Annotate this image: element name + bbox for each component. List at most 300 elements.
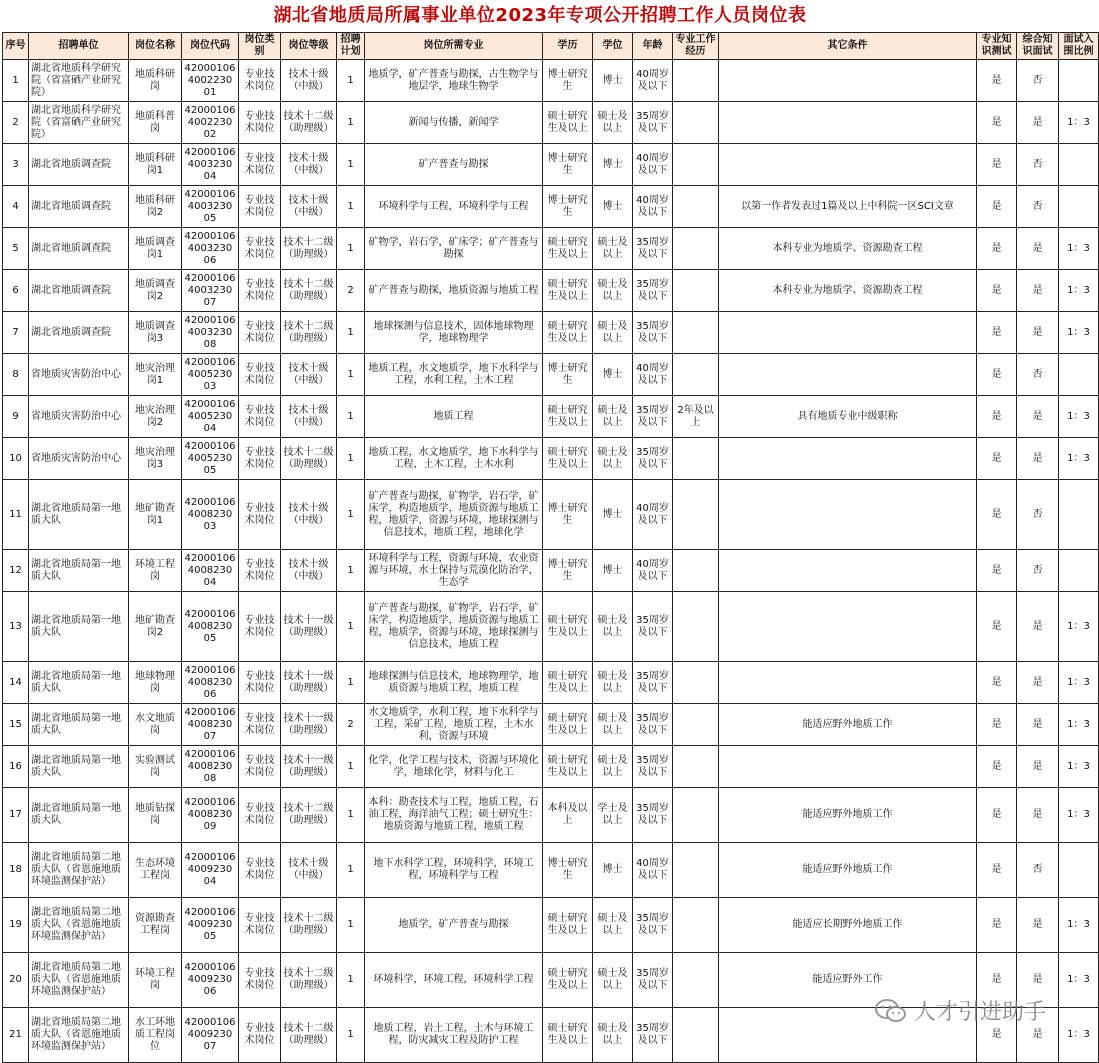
- cell-interview: 否: [1017, 186, 1059, 228]
- cell-level: 技术十二级（助理级）: [281, 228, 337, 270]
- cell-post: 地质科研岗: [129, 60, 182, 102]
- cell-unit: 省地质灾害防治中心: [29, 396, 129, 438]
- cell-post: 地质科普岗: [129, 102, 182, 144]
- cell-experience: [673, 746, 719, 788]
- cell-unit: 湖北省地质调查院: [29, 270, 129, 312]
- cell-unit: 湖北省地质局第一地质大队: [29, 662, 129, 704]
- cell-other: [719, 60, 977, 102]
- cell-no: 14: [3, 662, 29, 704]
- cell-ratio: [1059, 354, 1099, 396]
- cell-level: 技术十一级（助理级）: [281, 746, 337, 788]
- cell-education: 硕士研究生及以上: [543, 312, 593, 354]
- cell-ratio: 1：3: [1059, 746, 1099, 788]
- cell-ratio: 1：3: [1059, 662, 1099, 704]
- cell-ratio: 1：3: [1059, 270, 1099, 312]
- cell-no: 9: [3, 396, 29, 438]
- cell-code: 420001064008230 03: [182, 480, 239, 550]
- cell-no: 19: [3, 898, 29, 953]
- table-row: [3, 788, 1099, 843]
- cell-major: 矿产普查与勘探，矿物学，岩石学，矿床学，构造地质学，地质资源与地质工程，地质学，资源与环境，地球探测与信息技术，地质工程，地球化学: [365, 480, 543, 550]
- cell-other: 本科专业为地质学、资源勘查工程: [719, 228, 977, 270]
- cell-experience: [673, 480, 719, 550]
- cell-education: 本科及以上: [543, 788, 593, 843]
- col-category: 岗位类别: [239, 33, 281, 60]
- cell-code: 420001064002230 02: [182, 102, 239, 144]
- cell-other: [719, 102, 977, 144]
- cell-education: 硕士研究生及以上: [543, 438, 593, 480]
- cell-experience: [673, 354, 719, 396]
- cell-age: 35周岁及以下: [633, 704, 673, 746]
- table-row: [3, 144, 1099, 186]
- cell-no: 21: [3, 1008, 29, 1063]
- cell-other: [719, 662, 977, 704]
- cell-plan: 2: [337, 704, 365, 746]
- cell-age: 35周岁及以下: [633, 662, 673, 704]
- cell-ratio: 1：3: [1059, 898, 1099, 953]
- cell-experience: [673, 704, 719, 746]
- cell-experience: [673, 228, 719, 270]
- cell-degree: 硕士及以上: [593, 438, 633, 480]
- cell-unit: 湖北省地质局第二地质大队（省恩施地质环境监测保护站）: [29, 953, 129, 1008]
- col-knowledge-test: 专业知识测试: [977, 33, 1017, 60]
- cell-age: 40周岁及以下: [633, 843, 673, 898]
- cell-knowledge-test: 是: [977, 746, 1017, 788]
- cell-category: 专业技术岗位: [239, 746, 281, 788]
- cell-major: 新闻与传播，新闻学: [365, 102, 543, 144]
- cell-plan: 1: [337, 354, 365, 396]
- cell-category: 专业技术岗位: [239, 898, 281, 953]
- page-title: 湖北省地质局所属事业单位2023年专项公开招聘工作人员岗位表: [273, 5, 807, 26]
- table-row: [3, 592, 1099, 662]
- cell-no: 6: [3, 270, 29, 312]
- cell-knowledge-test: 是: [977, 312, 1017, 354]
- cell-degree: 硕士及以上: [593, 704, 633, 746]
- cell-age: 35周岁及以下: [633, 102, 673, 144]
- cell-unit: 湖北省地质局第二地质大队（省恩施地质环境监测保护站）: [29, 898, 129, 953]
- cell-plan: 1: [337, 396, 365, 438]
- table-row: [3, 186, 1099, 228]
- cell-degree: 硕士及以上: [593, 102, 633, 144]
- cell-ratio: [1059, 480, 1099, 550]
- cell-unit: 湖北省地质调查院: [29, 228, 129, 270]
- cell-knowledge-test: 是: [977, 396, 1017, 438]
- cell-no: 12: [3, 550, 29, 592]
- cell-degree: 博士: [593, 186, 633, 228]
- cell-unit: 湖北省地质调查院: [29, 144, 129, 186]
- cell-code: 420001064008230 09: [182, 788, 239, 843]
- cell-degree: 硕士及以上: [593, 312, 633, 354]
- cell-education: 硕士研究生及以上: [543, 270, 593, 312]
- cell-degree: 博士: [593, 144, 633, 186]
- cell-ratio: 1：3: [1059, 228, 1099, 270]
- wechat-icon: [874, 998, 908, 1024]
- cell-education: 硕士研究生及以上: [543, 1008, 593, 1063]
- cell-category: 专业技术岗位: [239, 592, 281, 662]
- cell-no: 13: [3, 592, 29, 662]
- col-degree: 学位: [593, 33, 633, 60]
- cell-no: 8: [3, 354, 29, 396]
- cell-education: 博士研究生: [543, 186, 593, 228]
- col-age: 年龄: [633, 33, 673, 60]
- cell-category: 专业技术岗位: [239, 354, 281, 396]
- cell-post: 水工环地质工程岗位: [129, 1008, 182, 1063]
- cell-other: 能适应野外地质工作: [719, 788, 977, 843]
- cell-other: [719, 592, 977, 662]
- cell-degree: 硕士及以上: [593, 270, 633, 312]
- cell-other: [719, 144, 977, 186]
- cell-interview: 是: [1017, 228, 1059, 270]
- cell-other: 能适应长期野外地质工作: [719, 898, 977, 953]
- col-experience: 专业工作经历: [673, 33, 719, 60]
- cell-unit: 湖北省地质局第一地质大队: [29, 788, 129, 843]
- cell-level: 技术十级（中级）: [281, 550, 337, 592]
- cell-interview: 是: [1017, 746, 1059, 788]
- cell-degree: 硕士及以上: [593, 592, 633, 662]
- cell-plan: 1: [337, 144, 365, 186]
- cell-ratio: [1059, 144, 1099, 186]
- cell-post: 地灾治理岗2: [129, 396, 182, 438]
- cell-code: 420001064009230 05: [182, 898, 239, 953]
- cell-interview: 是: [1017, 704, 1059, 746]
- table-row: [3, 102, 1099, 144]
- cell-knowledge-test: 是: [977, 102, 1017, 144]
- cell-no: 4: [3, 186, 29, 228]
- cell-category: 专业技术岗位: [239, 102, 281, 144]
- cell-category: 专业技术岗位: [239, 662, 281, 704]
- cell-interview: 是: [1017, 662, 1059, 704]
- cell-code: 420001064008230 05: [182, 592, 239, 662]
- cell-unit: 湖北省地质调查院: [29, 312, 129, 354]
- cell-post: 地质调查岗2: [129, 270, 182, 312]
- cell-age: 35周岁及以下: [633, 898, 673, 953]
- cell-post: 生态环境工程岗: [129, 843, 182, 898]
- col-interview: 综合知识面试: [1017, 33, 1059, 60]
- cell-major: 本科：勘查技术与工程，地质工程，石油工程，海洋油气工程；硕士研究生：地质资源与地质工程，地质工程: [365, 788, 543, 843]
- cell-post: 地质调查岗3: [129, 312, 182, 354]
- cell-knowledge-test: 是: [977, 438, 1017, 480]
- cell-education: 硕士研究生及以上: [543, 592, 593, 662]
- cell-interview: 否: [1017, 60, 1059, 102]
- col-level: 岗位等级: [281, 33, 337, 60]
- cell-experience: [673, 592, 719, 662]
- cell-education: 硕士研究生及以上: [543, 704, 593, 746]
- cell-education: 博士研究生: [543, 144, 593, 186]
- cell-plan: 1: [337, 550, 365, 592]
- cell-unit: 湖北省地质局第一地质大队: [29, 480, 129, 550]
- cell-age: 40周岁及以下: [633, 480, 673, 550]
- cell-plan: 2: [337, 270, 365, 312]
- cell-age: 35周岁及以下: [633, 746, 673, 788]
- cell-interview: 是: [1017, 592, 1059, 662]
- cell-code: 420001064008230 07: [182, 704, 239, 746]
- table-row: [3, 843, 1099, 898]
- cell-ratio: [1059, 550, 1099, 592]
- cell-post: 地灾治理岗1: [129, 354, 182, 396]
- cell-no: 17: [3, 788, 29, 843]
- cell-code: 420001064008230 08: [182, 746, 239, 788]
- cell-knowledge-test: 是: [977, 662, 1017, 704]
- cell-major: 环境科学与工程，资源与环境，农业资源与环境，水土保持与荒漠化防治学，生态学: [365, 550, 543, 592]
- cell-other: 能适应野外地质工作: [719, 704, 977, 746]
- col-other: 其它条件: [719, 33, 977, 60]
- cell-category: 专业技术岗位: [239, 1008, 281, 1063]
- table-row: [3, 746, 1099, 788]
- cell-degree: 硕士及以上: [593, 953, 633, 1008]
- cell-other: [719, 550, 977, 592]
- cell-major: 矿产普查与勘探，地质资源与地质工程: [365, 270, 543, 312]
- cell-knowledge-test: 是: [977, 550, 1017, 592]
- cell-knowledge-test: 是: [977, 186, 1017, 228]
- cell-interview: 是: [1017, 396, 1059, 438]
- cell-degree: 硕士及以上: [593, 228, 633, 270]
- cell-other: 本科专业为地质学、资源勘查工程: [719, 270, 977, 312]
- cell-post: 地矿勘查岗2: [129, 592, 182, 662]
- cell-level: 技术十级（中级）: [281, 60, 337, 102]
- cell-post: 资源勘查工程岗: [129, 898, 182, 953]
- cell-level: 技术十一级（助理级）: [281, 662, 337, 704]
- cell-ratio: [1059, 186, 1099, 228]
- cell-level: 技术十一级（助理级）: [281, 592, 337, 662]
- table-header-row: [3, 33, 1099, 60]
- cell-code: 420001064005230 04: [182, 396, 239, 438]
- cell-category: 专业技术岗位: [239, 843, 281, 898]
- cell-category: 专业技术岗位: [239, 144, 281, 186]
- cell-knowledge-test: 是: [977, 898, 1017, 953]
- cell-education: 博士研究生: [543, 843, 593, 898]
- cell-degree: 硕士及以上: [593, 746, 633, 788]
- cell-ratio: 1：3: [1059, 396, 1099, 438]
- cell-other: [719, 746, 977, 788]
- cell-knowledge-test: 是: [977, 228, 1017, 270]
- cell-plan: 1: [337, 480, 365, 550]
- cell-degree: 硕士及以上: [593, 898, 633, 953]
- table-row: [3, 396, 1099, 438]
- table-row: [3, 662, 1099, 704]
- cell-post: 环境工程岗: [129, 550, 182, 592]
- cell-ratio: 1：3: [1059, 102, 1099, 144]
- cell-education: 硕士研究生及以上: [543, 953, 593, 1008]
- cell-major: 矿物学，岩石学，矿床学；矿产普查与勘探: [365, 228, 543, 270]
- cell-level: 技术十二级（助理级）: [281, 270, 337, 312]
- cell-age: 40周岁及以下: [633, 60, 673, 102]
- cell-post: 环境工程岗: [129, 953, 182, 1008]
- cell-no: 3: [3, 144, 29, 186]
- cell-plan: 1: [337, 843, 365, 898]
- cell-experience: [673, 312, 719, 354]
- cell-major: 环境科学与工程，环境科学与工程: [365, 186, 543, 228]
- cell-level: 技术十二级（助理级）: [281, 438, 337, 480]
- cell-knowledge-test: 是: [977, 60, 1017, 102]
- col-ratio: 面试入围比例: [1059, 33, 1099, 60]
- table-body: [3, 60, 1099, 1063]
- cell-knowledge-test: 是: [977, 788, 1017, 843]
- cell-post: 地质钻探岗: [129, 788, 182, 843]
- cell-plan: 1: [337, 953, 365, 1008]
- cell-education: 硕士研究生及以上: [543, 228, 593, 270]
- cell-category: 专业技术岗位: [239, 60, 281, 102]
- cell-experience: [673, 550, 719, 592]
- cell-age: 35周岁及以下: [633, 438, 673, 480]
- cell-post: 地质调查岗1: [129, 228, 182, 270]
- cell-unit: 湖北省地质局第一地质大队: [29, 550, 129, 592]
- cell-knowledge-test: 是: [977, 1008, 1017, 1063]
- cell-post: 地质科研岗1: [129, 144, 182, 186]
- cell-no: 18: [3, 843, 29, 898]
- cell-no: 1: [3, 60, 29, 102]
- cell-knowledge-test: 是: [977, 354, 1017, 396]
- cell-interview: 是: [1017, 102, 1059, 144]
- watermark: [874, 995, 1046, 1026]
- cell-education: 博士研究生: [543, 354, 593, 396]
- cell-education: 硕士研究生及以上: [543, 102, 593, 144]
- watermark-text: 人才引进助手: [913, 1000, 1046, 1025]
- cell-experience: [673, 186, 719, 228]
- cell-major: 地质工程: [365, 396, 543, 438]
- cell-unit: 湖北省地质局第一地质大队: [29, 592, 129, 662]
- cell-experience: [673, 1008, 719, 1063]
- cell-category: 专业技术岗位: [239, 550, 281, 592]
- table-row: [3, 228, 1099, 270]
- cell-unit: 湖北省地质局第一地质大队: [29, 746, 129, 788]
- cell-major: 地球探测与信息技术，地球物理学，地质资源与地质工程，地质工程: [365, 662, 543, 704]
- cell-level: 技术十一级（助理级）: [281, 704, 337, 746]
- cell-interview: 否: [1017, 480, 1059, 550]
- cell-interview: 否: [1017, 550, 1059, 592]
- table-row: [3, 438, 1099, 480]
- cell-age: 35周岁及以下: [633, 312, 673, 354]
- cell-ratio: 1：3: [1059, 438, 1099, 480]
- cell-degree: 博士: [593, 550, 633, 592]
- cell-major: 化学，化学工程与技术，资源与环境化学，地球化学，材料与化工: [365, 746, 543, 788]
- cell-major: 矿产普查与勘探，矿物学，岩石学，矿床学，构造地质学，地质资源与地质工程，地质学，资源与环境，地球探测与信息技术，地质工程: [365, 592, 543, 662]
- cell-no: 10: [3, 438, 29, 480]
- cell-major: 地质工程，水文地质学，地下水科学与工程，土木工程，土木水利: [365, 438, 543, 480]
- cell-category: 专业技术岗位: [239, 270, 281, 312]
- cell-code: 420001064002230 01: [182, 60, 239, 102]
- cell-major: 地质工程，水文地质学，地下水科学与工程，水利工程，土木工程: [365, 354, 543, 396]
- cell-code: 420001064009230 07: [182, 1008, 239, 1063]
- cell-interview: 否: [1017, 843, 1059, 898]
- cell-no: 11: [3, 480, 29, 550]
- cell-category: 专业技术岗位: [239, 788, 281, 843]
- cell-level: 技术十级（中级）: [281, 843, 337, 898]
- cell-level: 技术十级（中级）: [281, 186, 337, 228]
- table-row: [3, 270, 1099, 312]
- cell-plan: 1: [337, 186, 365, 228]
- cell-major: 水文地质学，水利工程，地下水科学与工程，采矿工程，地质工程，土木水利，资源与环境: [365, 704, 543, 746]
- cell-experience: [673, 270, 719, 312]
- cell-major: 环境科学，环境工程，环境科学工程: [365, 953, 543, 1008]
- cell-age: 35周岁及以下: [633, 270, 673, 312]
- cell-code: 420001064009230 04: [182, 843, 239, 898]
- cell-experience: [673, 898, 719, 953]
- cell-age: 35周岁及以下: [633, 953, 673, 1008]
- cell-degree: 硕士及以上: [593, 1008, 633, 1063]
- cell-plan: 1: [337, 592, 365, 662]
- cell-code: 420001064003230 07: [182, 270, 239, 312]
- cell-plan: 1: [337, 662, 365, 704]
- cell-ratio: 1：3: [1059, 788, 1099, 843]
- cell-category: 专业技术岗位: [239, 480, 281, 550]
- table-row: [3, 354, 1099, 396]
- cell-other: [719, 312, 977, 354]
- cell-knowledge-test: 是: [977, 704, 1017, 746]
- cell-category: 专业技术岗位: [239, 438, 281, 480]
- cell-code: 420001064009230 06: [182, 953, 239, 1008]
- cell-degree: 学士及以上: [593, 788, 633, 843]
- cell-knowledge-test: 是: [977, 843, 1017, 898]
- cell-level: 技术十二级（助理级）: [281, 1008, 337, 1063]
- cell-major: 地下水科学工程，环境科学，环境工程，环境科学与工程: [365, 843, 543, 898]
- cell-interview: 是: [1017, 312, 1059, 354]
- cell-education: 硕士研究生及以上: [543, 898, 593, 953]
- cell-plan: 1: [337, 1008, 365, 1063]
- table-row: [3, 550, 1099, 592]
- cell-category: 专业技术岗位: [239, 396, 281, 438]
- cell-level: 技术十级（中级）: [281, 354, 337, 396]
- cell-knowledge-test: 是: [977, 270, 1017, 312]
- cell-age: 35周岁及以下: [633, 788, 673, 843]
- cell-degree: 硕士及以上: [593, 396, 633, 438]
- cell-unit: 省地质灾害防治中心: [29, 438, 129, 480]
- cell-major: 地球探测与信息技术，固体地球物理学，地球物理学: [365, 312, 543, 354]
- cell-post: 地矿勘查岗1: [129, 480, 182, 550]
- cell-plan: 1: [337, 60, 365, 102]
- col-education: 学历: [543, 33, 593, 60]
- cell-degree: 博士: [593, 480, 633, 550]
- cell-no: 7: [3, 312, 29, 354]
- cell-plan: 1: [337, 746, 365, 788]
- cell-ratio: 1：3: [1059, 592, 1099, 662]
- cell-degree: 博士: [593, 60, 633, 102]
- cell-education: 硕士研究生及以上: [543, 396, 593, 438]
- cell-no: 20: [3, 953, 29, 1008]
- cell-experience: [673, 662, 719, 704]
- cell-knowledge-test: 是: [977, 480, 1017, 550]
- cell-plan: 1: [337, 102, 365, 144]
- table-row: [3, 480, 1099, 550]
- cell-category: 专业技术岗位: [239, 228, 281, 270]
- table-row: [3, 898, 1099, 953]
- cell-age: 40周岁及以下: [633, 354, 673, 396]
- cell-degree: 硕士及以上: [593, 662, 633, 704]
- cell-education: 博士研究生: [543, 480, 593, 550]
- cell-age: 40周岁及以下: [633, 144, 673, 186]
- cell-age: 35周岁及以下: [633, 228, 673, 270]
- cell-other: [719, 438, 977, 480]
- cell-interview: 否: [1017, 144, 1059, 186]
- cell-age: 40周岁及以下: [633, 550, 673, 592]
- cell-code: 420001064008230 06: [182, 662, 239, 704]
- cell-experience: 2年及以上: [673, 396, 719, 438]
- cell-no: 15: [3, 704, 29, 746]
- cell-category: 专业技术岗位: [239, 953, 281, 1008]
- cell-post: 地灾治理岗3: [129, 438, 182, 480]
- cell-interview: 是: [1017, 788, 1059, 843]
- table-row: [3, 312, 1099, 354]
- cell-ratio: 1：3: [1059, 312, 1099, 354]
- cell-category: 专业技术岗位: [239, 312, 281, 354]
- cell-post: 地质科研岗2: [129, 186, 182, 228]
- cell-post: 地球物理岗: [129, 662, 182, 704]
- cell-code: 420001064003230 06: [182, 228, 239, 270]
- cell-ratio: 1：3: [1059, 1008, 1099, 1063]
- cell-unit: 省地质灾害防治中心: [29, 354, 129, 396]
- cell-experience: [673, 438, 719, 480]
- cell-other: [719, 480, 977, 550]
- cell-knowledge-test: 是: [977, 592, 1017, 662]
- cell-experience: [673, 60, 719, 102]
